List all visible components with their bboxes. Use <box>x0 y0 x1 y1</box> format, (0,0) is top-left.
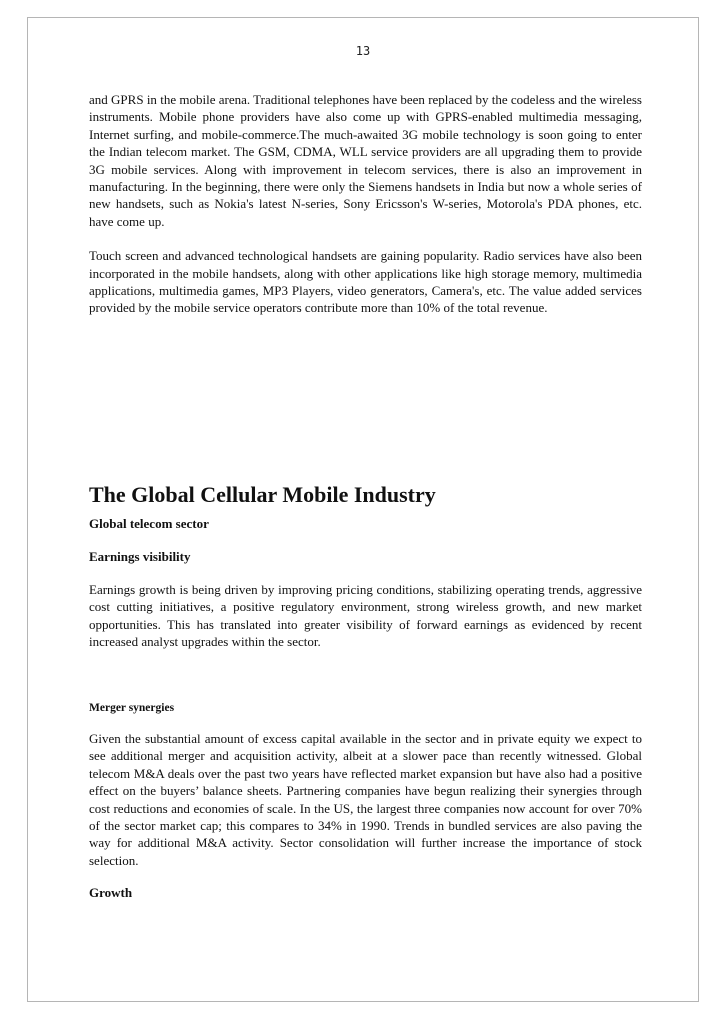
section-subtitle: Global telecom sector <box>89 516 209 531</box>
document-page <box>27 17 699 1002</box>
earnings-paragraph: Earnings growth is being driven by improving pricing conditions, stabilizing operating trends, aggressive cost cutting initiatives, a positive regulatory environment, strong wireless growth, and new market opportunities. This has translated into greater visibility of forward earnings as evidenced by recent increased analyst upgrades within the sector. <box>89 582 642 650</box>
intro-paragraph: and GPRS in the mobile arena. Traditional telephones have been replaced by the codeless and the wireless instruments. Mobile phone providers have also come up with GPRS-enabled multimedia messaging, Internet surfing, and mobile-commerce.The much-awaited 3G mobile technology is soon going to enter the Indian telecom market. The GSM, CDMA, WLL service providers are all upgrading them to provide 3G mobile services. Along with improvement in telecom services, there is also an improvement in manufacturing. In the beginning, there were only the Siemens handsets in India but now a whole series of new handsets, such as Nokia's latest N-series, Sony Ericsson's W-series, Motorola's PDA phones, etc. have come up. <box>89 92 642 229</box>
merger-heading: Merger synergies <box>89 702 175 714</box>
merger-section <box>89 702 642 901</box>
intro-section <box>89 91 642 317</box>
section-title: The Global Cellular Mobile Industry <box>89 482 436 507</box>
earnings-section <box>89 516 642 651</box>
earnings-heading: Earnings visibility <box>89 549 191 564</box>
merger-paragraph: Given the substantial amount of excess capital available in the sector and in private equity we expect to see additional merger and acquisition activity, albeit at a slower pace than recently witnessed. Global telecom M&A deals over the past two years have reflected market expansion but have also had a positive effect on the buyers’ balance sheets. Partnering companies have begun realizing their synergies through cost reductions and economies of scale. In the US, the largest three companies now account for over 70% of the sector market cap; this compares to 34% in 1990. Trends in bundled services are also paving the way for additional M&A activity. Sector consolidation will further increase the importance of stock selection. <box>89 731 642 868</box>
intro-paragraph: Touch screen and advanced technological handsets are gaining popularity. Radio services have also been incorporated in the mobile handsets, along with other applications like high storage memory, multimedia applications, multimedia games, MP3 Players, video generators, Camera's, etc. The value added services provided by the mobile service operators contribute more than 10% of the total revenue. <box>89 248 642 316</box>
growth-heading: Growth <box>89 885 133 901</box>
page-number: 13 <box>355 44 371 58</box>
